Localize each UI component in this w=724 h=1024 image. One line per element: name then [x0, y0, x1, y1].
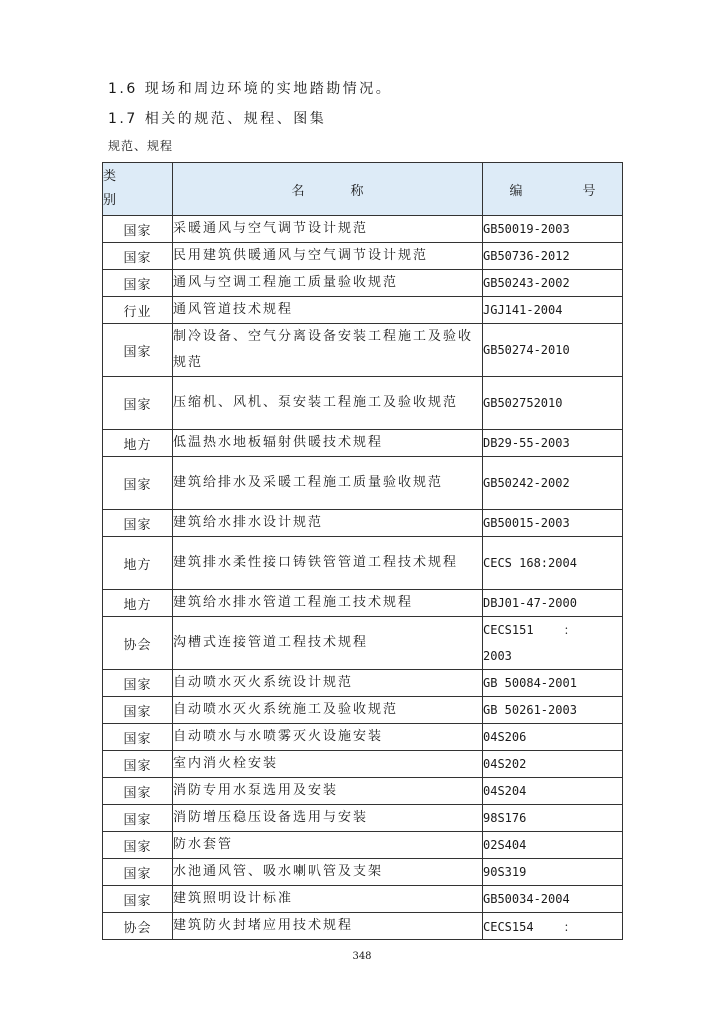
row-number: 04S206: [483, 724, 623, 751]
header-number-char-1: 编: [509, 183, 523, 199]
row-number: 04S202: [483, 751, 623, 778]
section-heading-1-7: 1.7 相关的规范、规程、图集: [108, 111, 327, 127]
standards-table: [102, 162, 623, 940]
row-number: 04S204: [483, 778, 623, 805]
header-name-char-2: 称: [350, 183, 364, 199]
row-category: 国家: [103, 778, 173, 805]
table-row: [103, 886, 623, 913]
row-category: 国家: [103, 805, 173, 832]
table-row: [103, 457, 623, 510]
row-name: 建筑防火封堵应用技术规程: [173, 913, 483, 940]
header-name: [173, 163, 483, 216]
row-number: GB50274-2010: [483, 324, 623, 377]
row-name: 建筑照明设计标准: [173, 886, 483, 913]
row-category: 协会: [103, 617, 173, 670]
table-row: [103, 832, 623, 859]
row-number: 90S319: [483, 859, 623, 886]
table-row: [103, 324, 623, 377]
row-category: 国家: [103, 859, 173, 886]
row-category: 国家: [103, 324, 173, 377]
row-number-colon: ：: [563, 623, 576, 637]
row-name: 低温热水地板辐射供暖技术规程: [173, 430, 483, 457]
row-number: GB50019-2003: [483, 216, 623, 243]
row-category: 国家: [103, 270, 173, 297]
row-number: [483, 617, 623, 670]
header-category-char-2: 别: [103, 193, 117, 208]
row-number-year: 2003: [483, 649, 512, 663]
row-number: GB50034-2004: [483, 886, 623, 913]
table-row: [103, 510, 623, 537]
row-category: 行业: [103, 297, 173, 324]
row-number: 98S176: [483, 805, 623, 832]
row-name: 水池通风管、吸水喇叭管及支架: [173, 859, 483, 886]
row-name: 消防增压稳压设备选用与安装: [173, 805, 483, 832]
row-name: 建筑给排水及采暖工程施工质量验收规范: [173, 457, 483, 510]
row-name: 沟槽式连接管道工程技术规程: [173, 617, 483, 670]
table-row: [103, 537, 623, 590]
row-number: DB29-55-2003: [483, 430, 623, 457]
table-row: [103, 913, 623, 940]
row-category: 国家: [103, 243, 173, 270]
row-number-colon: ：: [563, 919, 576, 934]
row-number: GB50015-2003: [483, 510, 623, 537]
table-row: [103, 697, 623, 724]
row-category: 国家: [103, 510, 173, 537]
table-header-row: [103, 163, 623, 216]
row-number: JGJ141-2004: [483, 297, 623, 324]
table-row: [103, 617, 623, 670]
row-name: 通风与空调工程施工质量验收规范: [173, 270, 483, 297]
row-number: GB50242-2002: [483, 457, 623, 510]
row-number: DBJ01-47-2000: [483, 590, 623, 617]
row-name: 防水套管: [173, 832, 483, 859]
page-number: 348: [352, 951, 372, 962]
row-category: 国家: [103, 832, 173, 859]
section-heading-1-6: 1.6 现场和周边环境的实地踏勘情况。: [108, 81, 393, 97]
row-number: [483, 913, 623, 940]
table-row: [103, 778, 623, 805]
row-name: 通风管道技术规程: [173, 297, 483, 324]
row-name: 室内消火栓安装: [173, 751, 483, 778]
row-name: 自动喷水与水喷雾灭火设施安装: [173, 724, 483, 751]
row-number: GB 50084-2001: [483, 670, 623, 697]
header-category-char-1: 类: [103, 169, 117, 184]
row-name: 消防专用水泵选用及安装: [173, 778, 483, 805]
subheading-standards: 规范、规程: [108, 139, 174, 153]
row-name: 建筑排水柔性接口铸铁管管道工程技术规程: [173, 537, 483, 590]
row-number: GB50736-2012: [483, 243, 623, 270]
row-category: 国家: [103, 886, 173, 913]
row-number: 02S404: [483, 832, 623, 859]
row-name: 自动喷水灭火系统施工及验收规范: [173, 697, 483, 724]
row-category: 国家: [103, 377, 173, 430]
table-row: [103, 859, 623, 886]
row-name: 制冷设备、空气分离设备安装工程施工及验收规范: [173, 324, 483, 377]
row-category: 地方: [103, 590, 173, 617]
row-category: 地方: [103, 430, 173, 457]
row-number: GB502752010: [483, 377, 623, 430]
row-number: CECS 168:2004: [483, 537, 623, 590]
row-category: 国家: [103, 216, 173, 243]
header-name-char-1: 名: [291, 183, 305, 199]
table-row: [103, 377, 623, 430]
row-name: 建筑给水排水管道工程施工技术规程: [173, 590, 483, 617]
header-number: [483, 163, 623, 216]
row-category: 国家: [103, 724, 173, 751]
row-number-code: CECS151: [483, 623, 534, 637]
row-name: 建筑给水排水设计规范: [173, 510, 483, 537]
row-name: 压缩机、风机、泵安装工程施工及验收规范: [173, 377, 483, 430]
row-category: 国家: [103, 670, 173, 697]
table-row: [103, 270, 623, 297]
row-category: 协会: [103, 913, 173, 940]
row-category: 国家: [103, 457, 173, 510]
row-number: GB 50261-2003: [483, 697, 623, 724]
header-number-char-2: 号: [582, 183, 596, 199]
header-category: [103, 163, 173, 216]
row-name: 自动喷水灭火系统设计规范: [173, 670, 483, 697]
row-category: 地方: [103, 537, 173, 590]
table-row: [103, 216, 623, 243]
row-category: 国家: [103, 751, 173, 778]
row-name: 民用建筑供暖通风与空气调节设计规范: [173, 243, 483, 270]
table-row: [103, 430, 623, 457]
table-row: [103, 724, 623, 751]
row-number-code: CECS154: [483, 919, 534, 934]
table-row: [103, 751, 623, 778]
row-category: 国家: [103, 697, 173, 724]
table-row: [103, 243, 623, 270]
table-row: [103, 670, 623, 697]
table-row: [103, 590, 623, 617]
row-number: GB50243-2002: [483, 270, 623, 297]
table-row: [103, 297, 623, 324]
table-row: [103, 805, 623, 832]
row-name: 采暖通风与空气调节设计规范: [173, 216, 483, 243]
